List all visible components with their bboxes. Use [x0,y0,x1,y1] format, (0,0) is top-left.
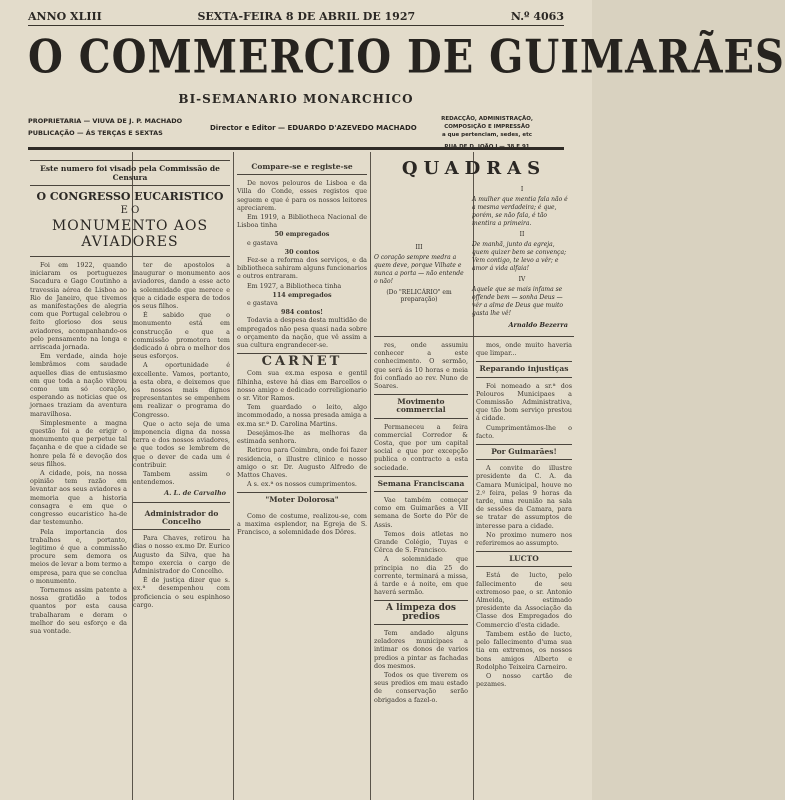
top-line [28,10,564,26]
paragraph: A cidade, pois, na nossa opinião tem razão em levantar aos seus aviadores a memoria que a historia consagra e em que o congresso eucaristico ha-de dar testemunho. [30,469,127,527]
column-rule [370,152,371,800]
paragraph: A convite do illustre presidente da C. A. da Camara Municipal, houve no 2.º feira, pelas 9 horas da tarde, uma reunião na sala de sessões da Camara, para se tratar de assumptos de interesse para a cidade. [476,464,572,530]
paragraph: Que o acto seja de uma imponencia digna da nossa terra e dos nossos aviadores, e que todos se lembrem de que o dever de cada um é contribuir. [133,419,230,469]
quadra: O coração sempre medra a quem deve, porque Vilhate e nunca a porta — não entende o não! [374,254,464,285]
paragraph: Para Chaves, retirou ha dias o nosso ex.mo Dr. Eurico Augusto da Silva, que ha tempo exercia o cargo de Administrador do Concelho. [133,534,230,575]
section-heading: Compare-se e registe-se [237,160,367,175]
divider [133,502,230,503]
section-heading: A limpeza dos predios [374,600,468,624]
paragraph: Foi nomeado a sr.ª dos Pelouros Municipaes a Commissão Administrativa, que tão bom serviço prestou á cidade. [476,381,572,423]
paragraph: Tornemos assim patente a nossa gratidão a todos quantos por esta causa trabalharam e deram o melhor do seu esforço e da sua vontade. [30,585,127,635]
paragraph: Tem andado alguns zeladores municipaes a intimar os donos de varios predios a pintar as fachadas dos mesmos. [374,628,468,670]
section-heading: Semana Franciscana [374,476,468,492]
figure: 50 empregados [274,230,330,239]
paragraph: Todos os que tiverem os seus predios em mau estado de conservação serão obrigados a fazel-o. [374,670,468,704]
paragraph: De novos pelouros de Lisboa e da Villa do Conde, esses registos que seguem e que é para os nossos leitores apreciarem. [237,179,367,212]
lead-article-columns [30,261,230,636]
info-right [422,115,552,151]
column-4 [374,341,468,705]
paragraph: Está de lucto, pelo fallecimento de seu extremoso pae, o sr. Antonio Almeida, estimado presidente da Associação da Classe dos Empregados do Commercio d'esta cidade. [476,571,572,629]
paragraph: No proximo numero nos referiremos ao assumpto. [476,530,572,548]
paragraph: Desejâmos-lhe as melhoras da estimada senhora. [237,428,367,446]
paragraph: Simplesmente a magna questão foi a de erigir o monumento que perpetue tal façanha e de que a cidade se honre pela fé e devoção dos seus filhos. [30,418,127,468]
quadras-block [374,156,574,800]
proprietaria: PROPRIETARIA — VIUVA DE J. P. MACHADO [28,117,183,125]
info-left [28,115,182,139]
quadras-right [472,183,572,332]
quadra: A mulher que mentia fala não é a mesma verdadeira; é que, porém, se não fala, é tão mentira a primeira. [472,196,568,227]
paragraph: Cumprimentâmos-lhe o facto. [476,423,572,440]
anno: ANNO XLIII [28,10,102,23]
article-headline-1: O CONGRESSO EUCARISTICO [36,190,224,203]
paragraph: É de justiça dizer que s. ex.ª desempenhou com proficiencia o seu espinhoso cargo. [133,576,230,609]
paragraph: Todavia a despesa desta multidão de empregados não pesa quasi nada sobre o orçamento da nação, que vê assim a sua cultura engrandecer-se. [237,316,367,350]
relicario-note: (Do "RELICÁRIO" em preparação) [386,289,452,303]
paragraph: res, onde assumiu conhecer a este conhecimento. O sermão, que será ás 10 horas e meia foi confiado ao rev. Nuno de Soares. [374,341,468,391]
paragraph: ter de apostolos a inaugurar o monumento aos aviadores, dando a esse acto a solemnidade que merece e que a cidade espera de todos os seus filhos. [133,261,230,311]
paragraph: Tem guardado o leito, algo incommodado, a nossa presada amiga a ex.ma sr.ª D. Carolina Martins. [237,403,367,428]
quadra: De manhã, junto da egreja, quem quizer bem se convença; Vem contigo, te levo a vêr; e amor á vida alfaia! [472,241,567,272]
masthead-title: O COMMERCIO DE GUIMARÃES [28,30,785,85]
paragraph: A s. ex.ª os nossos cumprimentos. [247,480,357,489]
masthead-rule [28,147,564,150]
section-heading: Movimento commercial [374,394,468,418]
paragraph: Com sua ex.ma esposa e gentil filhinha, esteve há dias em Barcellos o nosso amigo e dedicado correligionario o sr. Vitor Ramos. [237,369,367,403]
column-3 [237,156,367,800]
figure: 984 contos! [281,308,323,317]
column-rule [233,152,234,800]
section-heading: Por Guimarães! [476,444,572,460]
paragraph: O nosso cartão de pezames. [476,671,572,689]
redaccao: REDACÇÃO, ADMINISTRAÇÃO, COMPOSIÇÃO E IMPRESSÃO [441,116,533,130]
article-headline-2: E O [120,205,140,216]
paragraph: Permaneceu a feira commercial Corredor & Costa, que por um capital social e que por excepção publica o contracto a esta sociedade. [374,422,468,472]
paragraph: É sabido que o monumento está em construcção e que a commissão promotora tem dedicado á obra o melhor dos seus esforços. [133,311,230,361]
section-heading: Administrador do Concelho [133,507,230,530]
paragraph: Pela importancia dos trabalhos e, portanto, legitimo é que a commissão procure sem demora os meios de levar a bom termo a empresa, para que se conclua o monumento. [30,527,127,585]
paragraph: e gastava [247,299,278,308]
paragraph: Vae também começar como em Guimarães a VII semana de Sorte do Pôr de Assis. [374,496,468,529]
masthead-subtitle: BI-SEMANARIO MONARCHICO [178,92,414,106]
paragraph: Tambem assim o entendemos. [133,470,230,487]
paragraph: A oportunidade é excellente. Vamos, portanto, a esta obra, e deixemos que os nossos mais dignos representantes se empenhem em realizar o programa do Congresso. [133,361,230,419]
divider [374,336,574,337]
figure: 114 empregados [272,290,332,299]
roman-numeral: IV [518,276,526,283]
paragraph: Em 1919, a Bibliotheca Nacional de Lisboa tinha [237,213,367,230]
section-heading: LUCTO [476,551,572,567]
publicacao: PUBLICAÇÃO — ÁS TERÇAS E SEXTAS [28,129,163,137]
paragraph: Temos dois atletas no Grande Colégio, Tuyas e Cêrca de S. Francisco. [374,529,468,555]
roman-numeral: I [520,186,524,193]
paragraph: Retirou para Coimbra, onde foi fazer residencia, o illustre clinico e nosso amigo o sr. Dr. Augusto Alfredo de Mattos Chaves. [237,446,367,479]
paragraph: e gastava [247,238,278,247]
lead-column-2 [133,261,230,636]
divider [30,256,230,257]
column-5 [476,341,572,705]
quadras-grid [374,183,574,332]
figure: 30 contos [284,247,320,256]
lead-column-1 [30,261,127,636]
section-heading: Reparando injustiças [476,361,572,377]
redaccao-2: a que pertenciam, sedes, etc [442,132,532,138]
signature: A. L. de Carvalho [164,489,226,498]
paragraph: Fez-se a reforma dos serviços, e da bibliotheca sahiram alguns funcionarios e outros entraram. [237,256,367,281]
lower-columns [374,341,574,705]
censura-note: Este numero foi visado pela Commissão de Censura [30,160,230,186]
carnet-heading: CARNET [261,354,343,370]
paragraph: Foi em 1922, quando iniciaram os portuguezes Sacadura e Gago Coutinho a travessia aérea de Lisboa ao Rio de Janeiro, que tivemos as manifestações de alegria com que Portugal celebrou o feito glorioso dos seus aviadores, acompanhando-os pelo pensamento na longa e arriscada jornada. [30,261,127,352]
paragraph: Em 1927, a Bibliotheca tinha [247,281,342,290]
quadras-title: QUADRAS [401,158,547,179]
paragraph: Como de costume, realizou-se, com a maxima esplendor, na Egreja de S. Francisco, a solemnidade dos Dôres. [237,511,367,536]
issue-date: SEXTA-FEIRA 8 DE ABRIL DE 1927 [197,10,416,23]
signature: Arnaldo Bezerra [508,321,568,329]
issue-number: N.º 4063 [510,10,564,23]
roman-numeral: II [519,231,525,238]
section-heading: "Moter Dolorosa" [237,492,367,507]
quadras-left [374,183,464,332]
roman-numeral: III [415,244,423,251]
paragraph: mos, onde muito haveria que limpar... [476,341,572,358]
director: Director e Editor — EDUARDO D'AZEVEDO MACHADO [210,124,417,132]
article-headline-3: MONUMENTO AOS AVIADORES [51,218,209,250]
quadra: Aquele que se mais infama se offende bem — sonha Deus — vêr a alma de Deus que muito gasta lhe vê! [472,286,564,317]
paragraph: Tambem estão de lucto, pelo fallecimento d'uma sua tia em extremos, os nossos bons amigos Alberto e Rodolpho Teixeira Carneiro. [476,629,572,671]
lead-article [30,156,230,800]
paragraph: Em verdade, ainda hoje lembrâmos com saudade aquelles dias de entusiasmo em que toda a nação vibrou como um só coração, esperando as noticias que os jornaes traziam da aventura maravilhosa. [30,352,127,418]
paragraph: A solemnidade que principia no dia 25 do corrente, terminará a missa, á tarde e á noite, em que haverá sermão. [374,555,468,597]
